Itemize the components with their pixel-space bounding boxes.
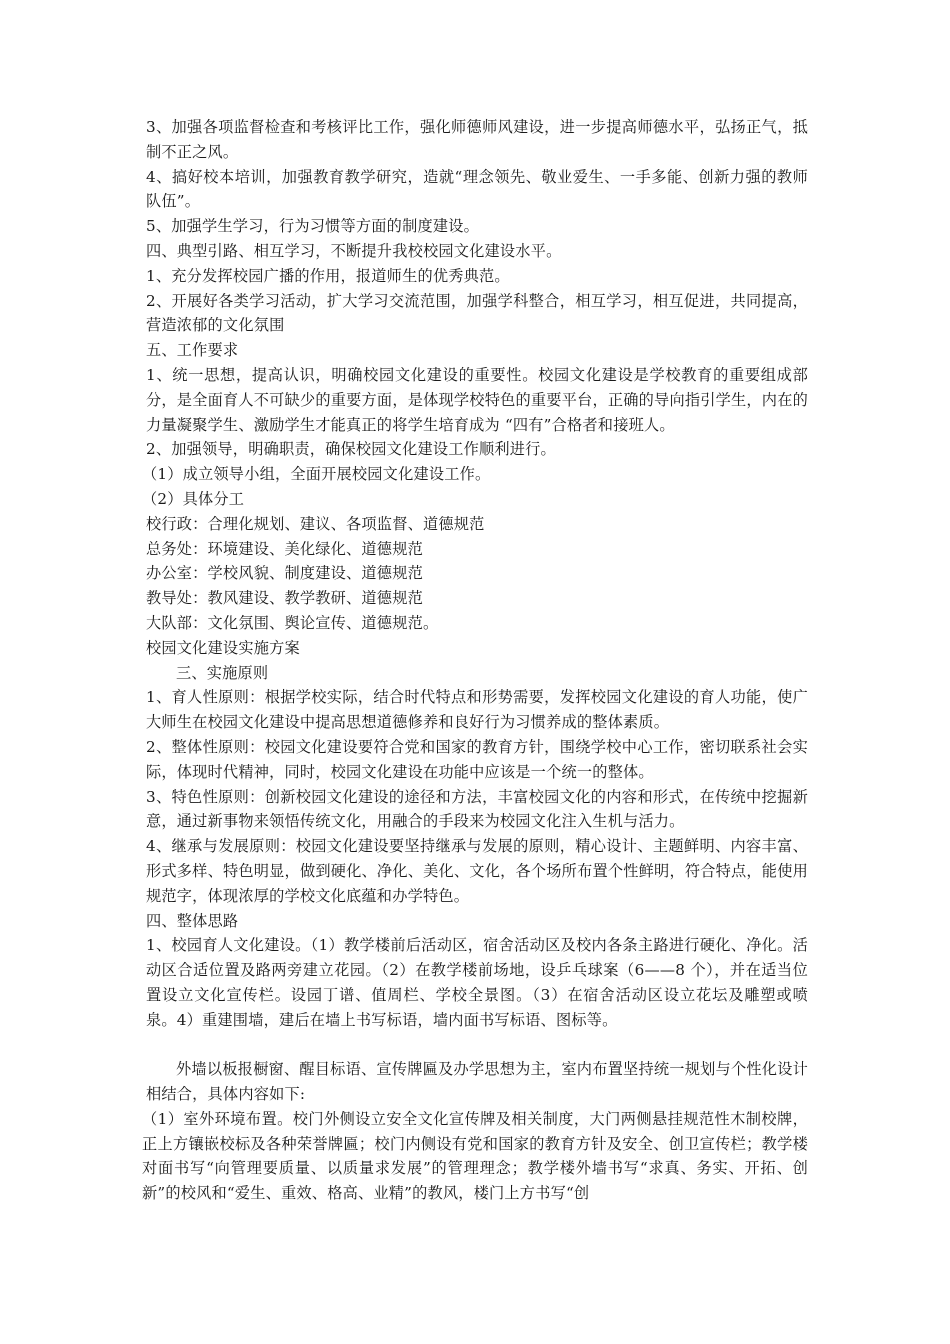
- paragraph-8: 1、统一思想，提高认识，明确校园文化建设的重要性。校园文化建设是学校教育的重要组成部分，是全面育人不可缺少的重要方面，是体现学校特色的重要平台，正确的导向指引学生，内在的力量凝聚学生、激励学生才能真正的将学生培育成为 “四有”合格者和接班人。: [146, 365, 808, 434]
- paragraph-3: 5、加强学生学习，行为习惯等方面的制度建设。: [146, 217, 480, 236]
- duty-row-general-affairs: 总务处：环境建设、美化绿化、道德规范: [146, 539, 423, 558]
- section-heading-4: 四、典型引路、相互学习，不断提升我校校园文化建设水平。: [146, 241, 562, 260]
- paragraph-6: 2、开展好各类学习活动，扩大学习交流范围，加强学科整合，相互学习，相互促进，共同提高，营造浓郁的文化氛围: [146, 291, 808, 335]
- paragraph-2: 4、搞好校本培训，加强教育教学研究，造就“理念领先、敬业爱生、一手多能、创新力强的教师队伍”。: [146, 167, 808, 211]
- blank-line: [146, 1032, 808, 1057]
- section-heading-3: 三、实施原则: [176, 663, 269, 682]
- duty-row-office: 办公室：学校风貌、制度建设、道德规范: [146, 564, 423, 583]
- principle-4: 4、继承与发展原则：校园文化建设要坚持继承与发展的原则，精心设计、主题鲜明、内容丰富、形式多样、特色明显，做到硬化、净化、美化、文化，各个场所布置个性鲜明，符合特点，能使用规范字，体现浓厚的学校文化底蕴和办学特色。: [146, 837, 808, 905]
- duty-row-teaching: 教导处：教风建设、教学教研、道德规范: [146, 589, 423, 608]
- paragraph-11: （2）具体分工: [142, 489, 245, 508]
- principle-3: 3、特色性原则：创新校园文化建设的途径和方法，丰富校园文化的内容和形式，在传统中挖掘新意，通过新事物来领悟传统文化，用融合的手段来为校园文化注入生机与活力。: [146, 787, 808, 831]
- duty-row-admin: 校行政：合理化规划、建议、各项监督、道德规范: [146, 514, 485, 533]
- paragraph-10: （1）成立领导小组，全面开展校园文化建设工作。: [142, 465, 491, 484]
- paragraph-25: 外墙以板报橱窗、醒目标语、宣传牌匾及办学思想为主，室内布置坚持统一规划与个性化设计相结合，具体内容如下:: [146, 1060, 808, 1104]
- document-body: [142, 115, 808, 1206]
- principle-1: 1、育人性原则：根据学校实际，结合时代特点和形势需要，发挥校园文化建设的育人功能，使广大师生在校园文化建设中提高思想道德修养和良好行为习惯养成的整体素质。: [146, 688, 808, 732]
- section-heading-4b: 四、整体思路: [146, 911, 239, 930]
- principle-2: 2、整体性原则：校园文化建设要符合党和国家的教育方针，围绕学校中心工作，密切联系社会实际，体现时代精神，同时，校园文化建设在功能中应该是一个统一的整体。: [146, 737, 808, 781]
- document-title: 校园文化建设实施方案: [146, 638, 300, 657]
- section-heading-5: 五、工作要求: [146, 341, 239, 360]
- paragraph-5: 1、充分发挥校园广播的作用，报道师生的优秀典范。: [146, 266, 510, 285]
- paragraph-1: 3、加强各项监督检查和考核评比工作，强化师德师风建设，进一步提高师德水平，弘扬正气，抵制不正之风。: [146, 118, 808, 161]
- paragraph-9: 2、加强领导，明确职责，确保校园文化建设工作顺利进行。: [146, 440, 556, 459]
- paragraph-26: （1）室外环境布置。校门外侧设立安全文化宣传牌及相关制度，大门两侧悬挂规范性木制校牌，正上方镶嵌校标及各种荣誉牌匾；校门内侧设有党和国家的教育方针及安全、创卫宣传栏；教学楼对面书写“向管理要质量、以质量求发展”的管理理念；教学楼外墙书写“求真、务实、开拓、创新”的校风和“爱生、重效、格高、业精”的教风，楼门上方书写“创: [142, 1109, 808, 1203]
- duty-row-brigade: 大队部：文化氛围、舆论宣传、道德规范。: [146, 613, 439, 632]
- paragraph-24: 1、校园育人文化建设。（1）教学楼前后活动区，宿舍活动区及校内各条主路进行硬化、净化。活动区合适位置及路两旁建立花园。（2）在教学楼前场地，设乒乓球案（6——8 个），并在适当位置设立文化宣传栏。设园丁谱、值周栏、学校全景图。（3）在宿舍活动区设立花坛及雕塑或喷泉。4）重建围墙，建后在墙上书写标语，墙内面书写标语、图标等。: [146, 936, 808, 1029]
